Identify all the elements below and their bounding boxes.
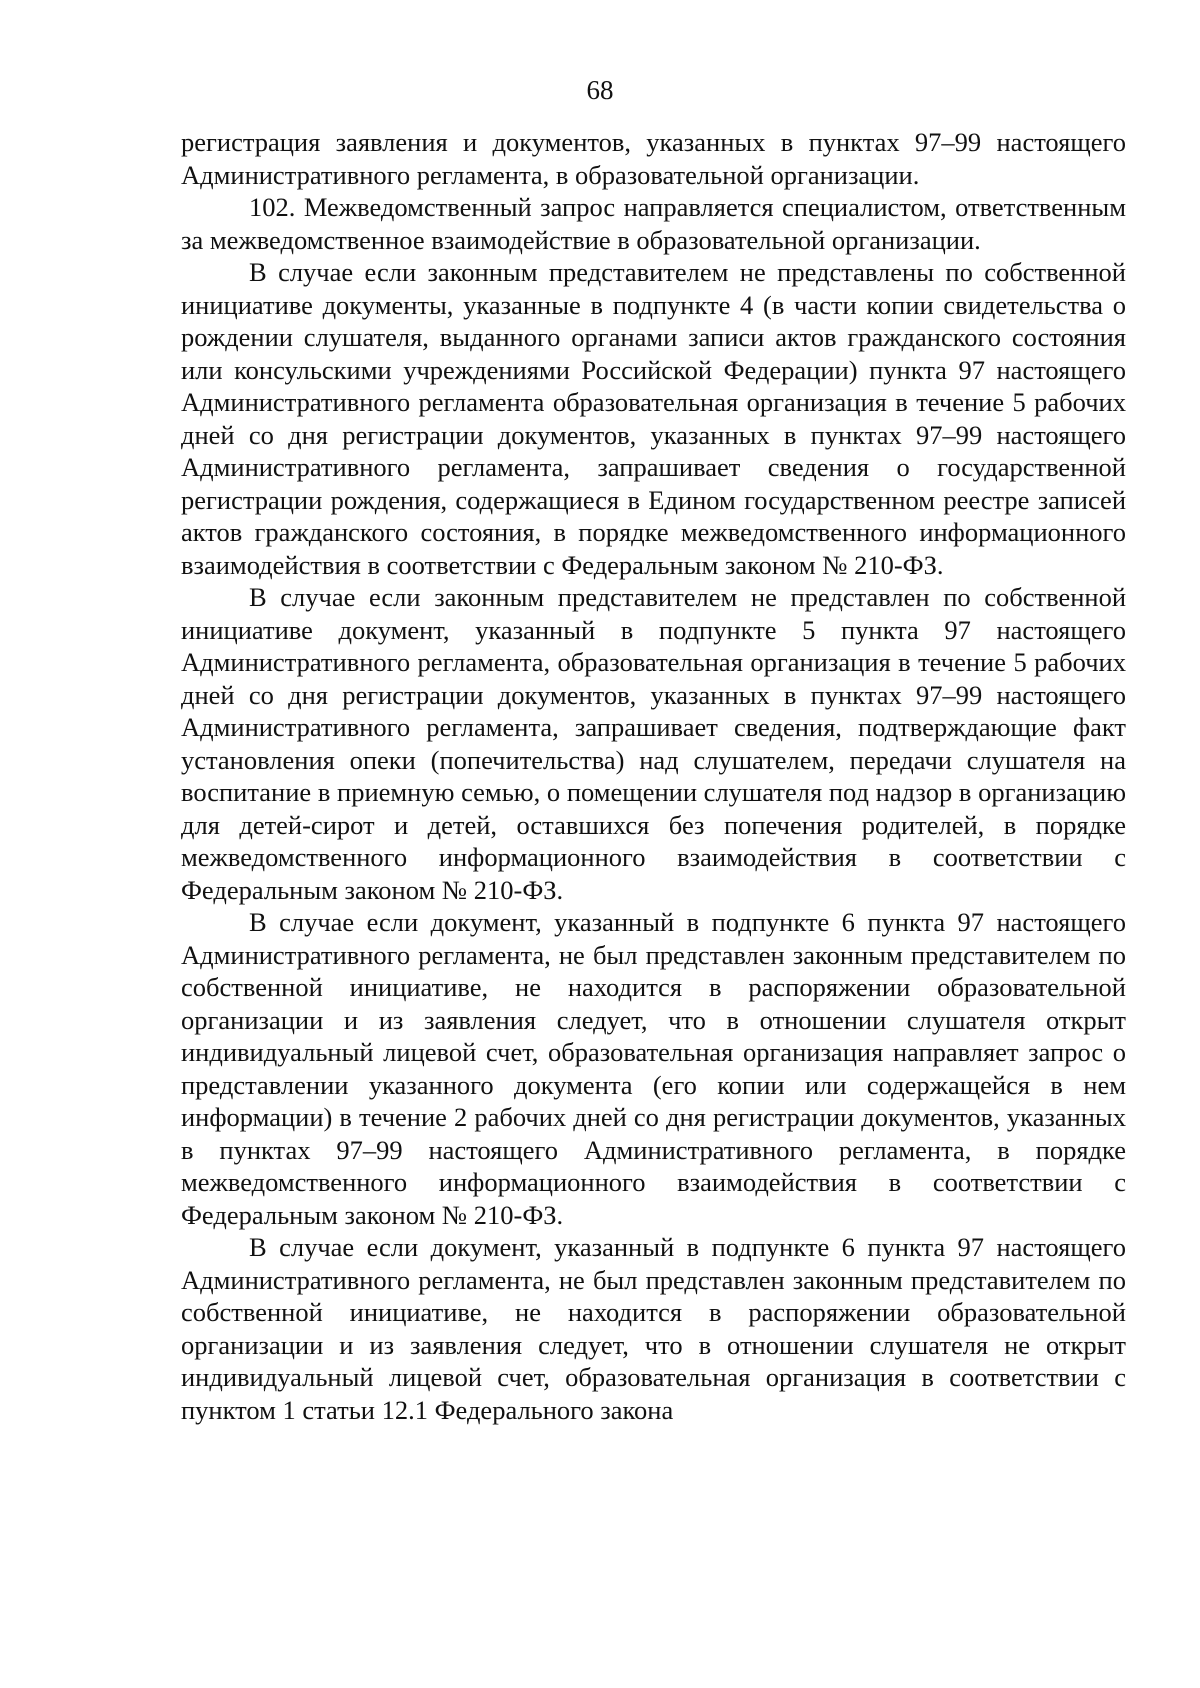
paragraph-102: 102. Межведомственный запрос направляется специалистом, ответственным за межведомственное взаимодействие в образовательной организации. bbox=[181, 192, 1126, 255]
paragraph-personal-account-not-open: В случае если документ, указанный в подпункте 6 пункта 97 настоящего Административного регламента, не был представлен законным представителем по собственной инициативе, не находится в распоряжении образовательной организации и из заявления следует, что в отношении слушателя не открыт индивидуальный лицевой счет, образовательная организация в соответствии с пунктом 1 статьи 12.1 Федерального закона bbox=[181, 1232, 1126, 1425]
paragraph-birth-record-request: В случае если законным представителем не представлены по собственной инициативе документы, указанные в подпункте 4 (в части копии свидетельства о рождении слушателя, выданного органами записи актов гражданского состояния или консульскими учреждениями Российской Федерации) пункта 97 настоящего Административного регламента образовательная организация в течение 5 рабочих дней со дня регистрации документов, указанных в пунктах 97–99 настоящего Административного регламента, запрашивает сведения о государственной регистрации рождения, содержащиеся в Едином государственном реестре записей актов гражданского состояния, в порядке межведомственного информационного взаимодействия в соответствии с Федеральным законом № 210-ФЗ. bbox=[181, 257, 1126, 580]
paragraph-continuation: регистрация заявления и документов, указанных в пунктах 97–99 настоящего Административного регламента, в образовательной организации. bbox=[181, 127, 1126, 190]
paragraph-guardianship-request: В случае если законным представителем не представлен по собственной инициативе документ, указанный в подпункте 5 пункта 97 настоящего Административного регламента, образовательная организация в течение 5 рабочих дней со дня регистрации документов, указанных в пунктах 97–99 настоящего Административного регламента, запрашивает сведения, подтверждающие факт установления опеки (попечительства) над слушателем, передачи слушателя на воспитание в приемную семью, о помещении слушателя под надзор в организацию для детей-сирот и детей, оставшихся без попечения родителей, в порядке межведомственного информационного взаимодействия в соответствии с Федеральным законом № 210-ФЗ. bbox=[181, 582, 1126, 905]
page-number: 68 bbox=[586, 75, 614, 105]
paragraph-personal-account-open: В случае если документ, указанный в подпункте 6 пункта 97 настоящего Административного регламента, не был представлен законным представителем по собственной инициативе, не находится в распоряжении образовательной организации и из заявления следует, что в отношении слушателя открыт индивидуальный лицевой счет, образовательная организация направляет запрос о представлении указанного документа (его копии или содержащейся в нем информации) в течение 2 рабочих дней со дня регистрации документов, указанных в пунктах 97–99 настоящего Административного регламента, в порядке межведомственного информационного взаимодействия в соответствии с Федеральным законом № 210-ФЗ. bbox=[181, 907, 1126, 1230]
document-body bbox=[181, 126, 1126, 1426]
